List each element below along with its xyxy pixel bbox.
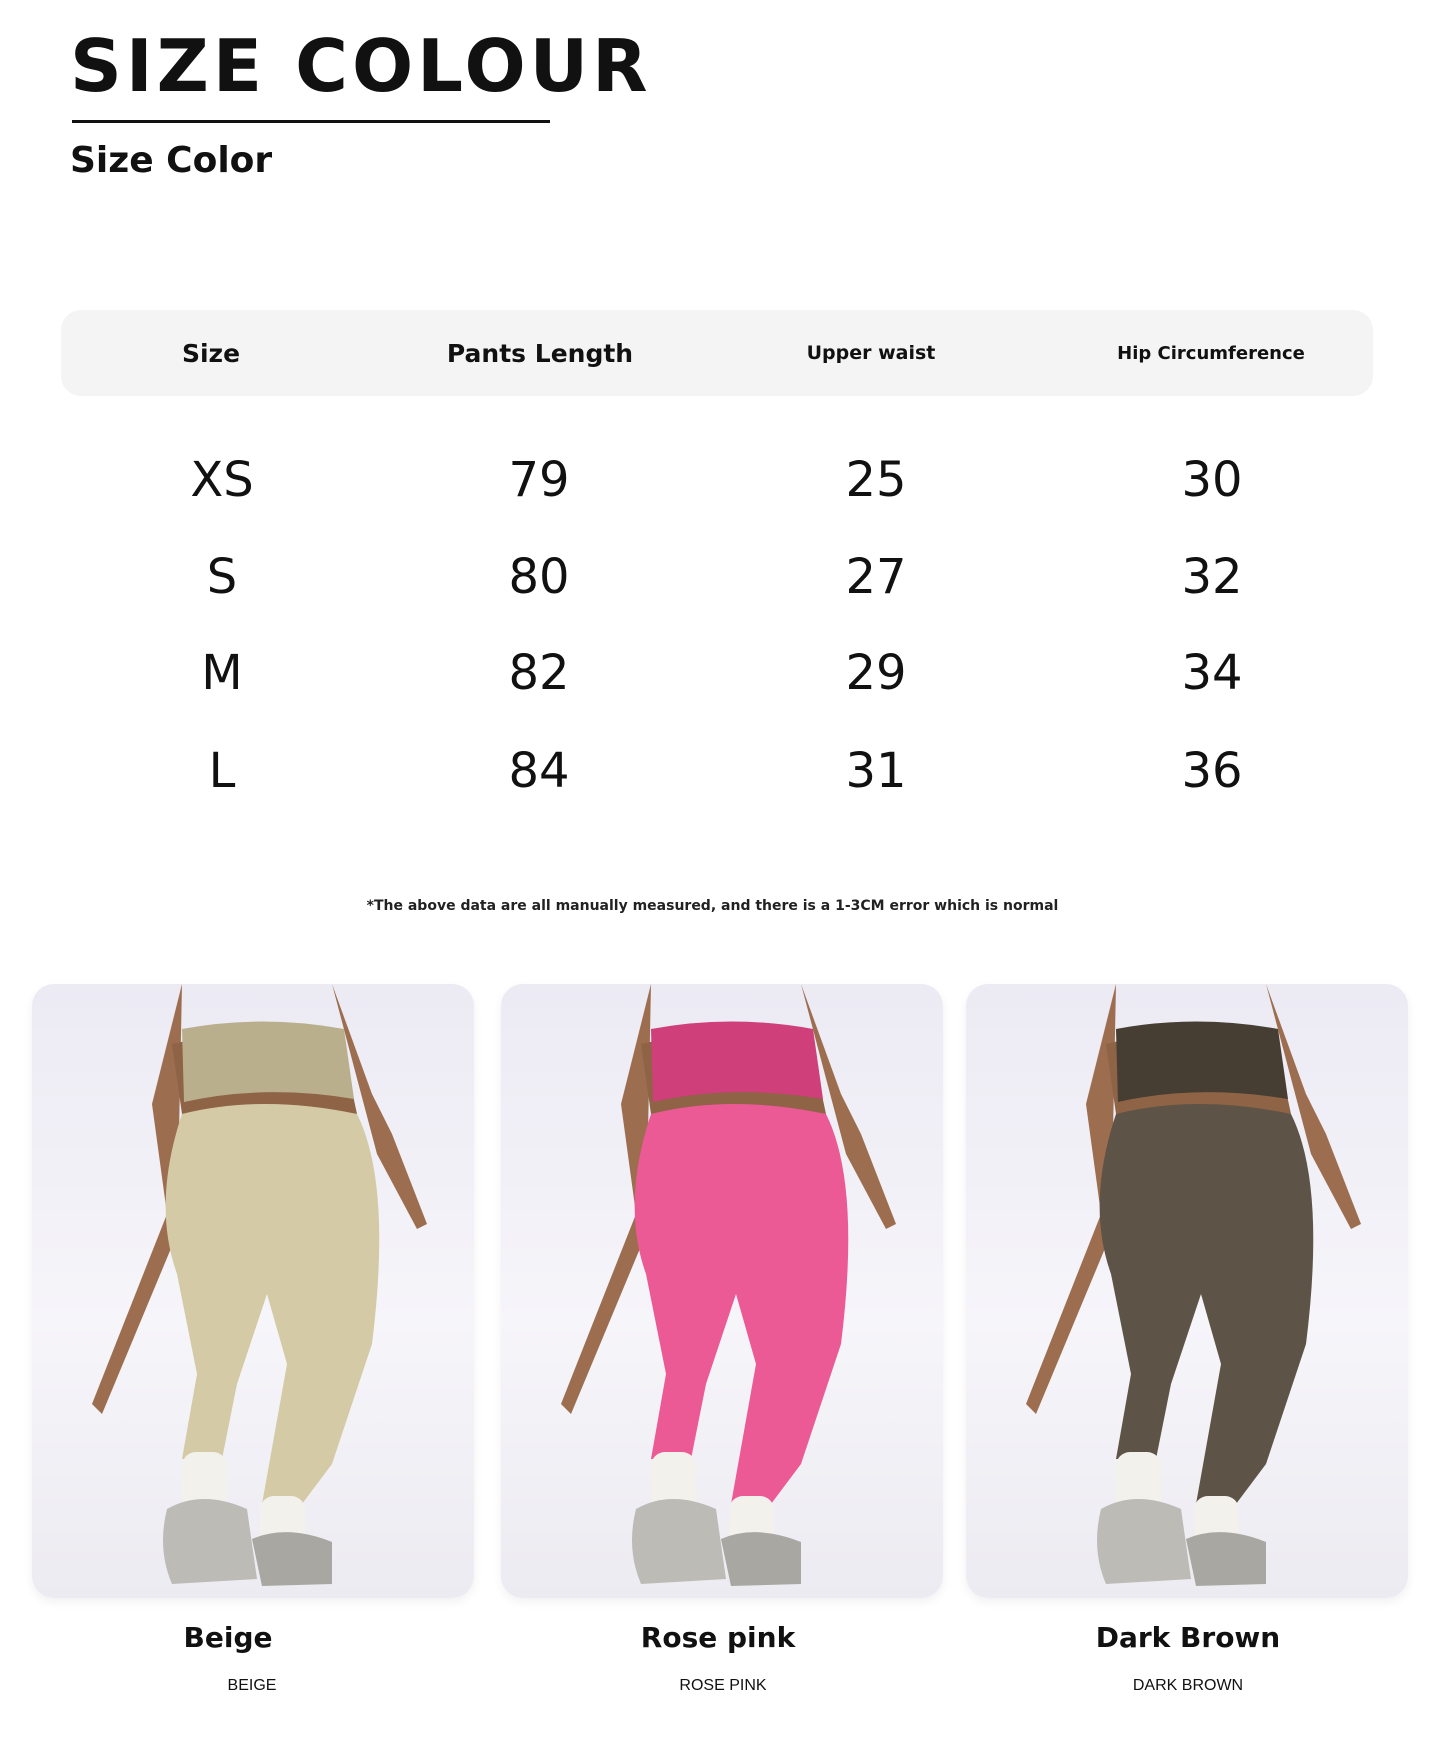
leggings-illustration (501, 984, 943, 1598)
cell-size: L (208, 743, 236, 799)
cell-hip-circumference: 34 (1181, 645, 1243, 701)
measurement-note: *The above data are all manually measured, and there is a 1-3CM error which is normal (366, 898, 1059, 914)
color-label-dark-brown: DARK BROWN (1132, 1677, 1244, 1694)
cell-upper-waist: 29 (845, 645, 907, 701)
table-row (0, 736, 1440, 806)
color-name-dark-brown: Dark Brown (1095, 1621, 1281, 1654)
product-photo-dark-brown (966, 984, 1408, 1598)
page-subtitle: Size Color (70, 140, 273, 181)
color-label-beige: BEIGE (227, 1677, 277, 1694)
page-title: SIZE COLOUR (70, 24, 652, 108)
size-table-header (61, 310, 1373, 396)
cell-pants-length: 84 (508, 743, 570, 799)
cell-pants-length: 79 (508, 452, 570, 508)
color-name-beige: Beige (183, 1621, 273, 1654)
product-photo-rose-pink (501, 984, 943, 1598)
cell-upper-waist: 25 (845, 452, 907, 508)
header-size: Size (181, 338, 241, 368)
color-name-rose-pink: Rose pink (640, 1621, 796, 1654)
cell-upper-waist: 31 (845, 743, 907, 799)
cell-upper-waist: 27 (845, 549, 907, 605)
header-upper-waist: Upper waist (806, 342, 936, 364)
header-hip-circumference: Hip Circumference (1117, 342, 1305, 364)
cell-pants-length: 80 (508, 549, 570, 605)
table-row (0, 445, 1440, 515)
table-row (0, 542, 1440, 612)
leggings-illustration (966, 984, 1408, 1598)
cell-size: S (206, 549, 238, 605)
cell-hip-circumference: 30 (1181, 452, 1243, 508)
header-pants-length: Pants Length (446, 338, 634, 368)
table-row (0, 638, 1440, 708)
color-label-rose-pink: ROSE PINK (679, 1677, 767, 1694)
cell-size: M (201, 645, 243, 701)
cell-hip-circumference: 32 (1181, 549, 1243, 605)
product-photo-beige (32, 984, 474, 1598)
cell-pants-length: 82 (508, 645, 570, 701)
title-underline (72, 120, 550, 123)
cell-hip-circumference: 36 (1181, 743, 1243, 799)
cell-size: XS (190, 452, 254, 508)
leggings-illustration (32, 984, 474, 1598)
